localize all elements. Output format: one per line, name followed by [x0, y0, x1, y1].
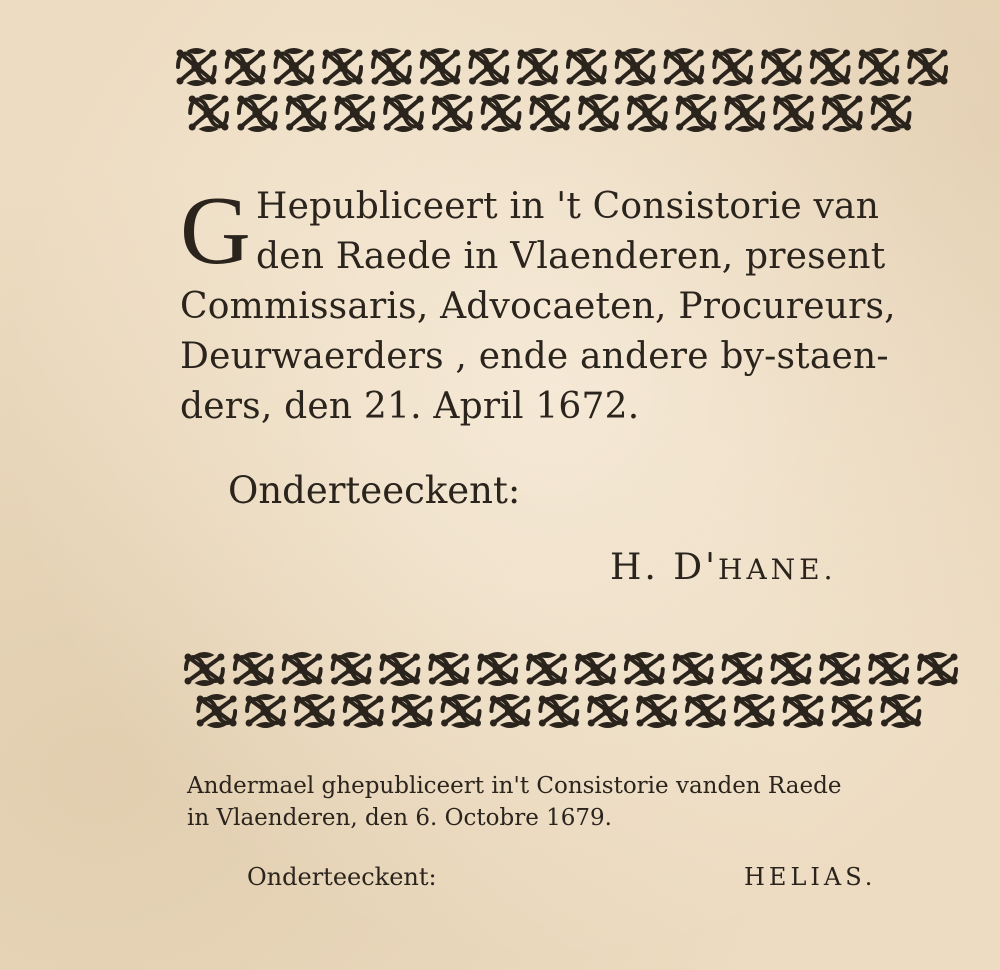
ornament-motif — [478, 652, 518, 686]
ornament-motif — [918, 652, 958, 686]
ornament-motif — [237, 94, 277, 132]
ornament-motif — [189, 94, 229, 132]
ornament-motif — [539, 694, 579, 728]
ornament-motif — [323, 48, 363, 86]
ornament-border-top — [172, 44, 952, 136]
ornament-border-middle — [180, 648, 962, 732]
republication-signature-label: Onderteeckent: — [247, 863, 437, 891]
ornament-motif — [627, 94, 667, 132]
ornament-motif — [233, 652, 273, 686]
ornament-motif — [820, 652, 860, 686]
ornament-motif — [774, 94, 814, 132]
ornament-motif — [246, 694, 286, 728]
ornament-motif — [432, 94, 472, 132]
ornament-motif — [859, 48, 899, 86]
ornament-motif — [294, 694, 334, 728]
ornament-motif — [871, 94, 911, 132]
ornament-motif — [713, 48, 753, 86]
ornament-motif — [579, 94, 619, 132]
proclamation-line: ders, den 21. April 1672. — [180, 386, 640, 427]
republication-line: Andermael ghepubliceert in't Consistorie vanden Raede — [187, 773, 842, 799]
ornament-motif — [725, 94, 765, 132]
ornament-motif — [420, 48, 460, 86]
ornament-motif — [469, 48, 509, 86]
ornament-motif — [530, 94, 570, 132]
ornament-motif — [392, 694, 432, 728]
ornament-motif — [567, 48, 607, 86]
ornament-motif — [762, 48, 802, 86]
ornament-motif — [637, 694, 677, 728]
proclamation-text — [180, 177, 970, 432]
ornament-motif — [384, 94, 424, 132]
ornament-motif — [869, 652, 909, 686]
ornament-motif — [331, 652, 371, 686]
proclamation-line: Deurwaerders , ende andere by-staen- — [180, 336, 889, 377]
ornament-motif — [481, 94, 521, 132]
ornament-motif — [286, 94, 326, 132]
ornament-motif — [185, 652, 225, 686]
ornament-motif — [734, 694, 774, 728]
ornament-motif — [588, 694, 628, 728]
proclamation-line: den Raede in Vlaenderen, present — [256, 236, 886, 277]
republication-signature-name: HELIAS. — [744, 863, 877, 891]
ornament-motif — [810, 48, 850, 86]
republication-line: in Vlaenderen, den 6. Octobre 1679. — [187, 805, 612, 831]
ornament-motif — [274, 48, 314, 86]
ornament-motif — [518, 48, 558, 86]
republication-text — [187, 770, 977, 834]
ornament-motif — [441, 694, 481, 728]
ornament-motif — [177, 48, 217, 86]
ornament-motif — [676, 94, 716, 132]
ornament-motif — [832, 694, 872, 728]
ornament-motif — [822, 94, 862, 132]
ornament-motif — [615, 48, 655, 86]
drop-cap: G — [180, 177, 251, 285]
signature-name-initial: H. D' — [610, 547, 719, 588]
ornament-motif — [685, 694, 725, 728]
ornament-motif — [673, 652, 713, 686]
ornament-motif — [722, 652, 762, 686]
ornament-motif — [372, 48, 412, 86]
ornament-motif — [197, 694, 237, 728]
ornament-motif — [771, 652, 811, 686]
ornament-motif — [783, 694, 823, 728]
ornament-motif — [881, 694, 921, 728]
ornament-motif — [664, 48, 704, 86]
proclamation-line: Commissaris, Advocaeten, Procureurs, — [180, 286, 896, 327]
signature-label: Onderteeckent: — [228, 469, 521, 512]
signature-name-rest: HANE. — [718, 553, 837, 586]
proclamation-line: Hepubliceert in 't Consistorie van — [256, 186, 880, 227]
ornament-motif — [335, 94, 375, 132]
ornament-motif — [429, 652, 469, 686]
ornament-motif — [624, 652, 664, 686]
ornament-motif — [527, 652, 567, 686]
signature-name — [610, 543, 837, 595]
ornament-motif — [908, 48, 948, 86]
ornament-motif — [576, 652, 616, 686]
ornament-motif — [490, 694, 530, 728]
ornament-motif — [282, 652, 322, 686]
ornament-motif — [343, 694, 383, 728]
ornament-motif — [380, 652, 420, 686]
ornament-motif — [225, 48, 265, 86]
